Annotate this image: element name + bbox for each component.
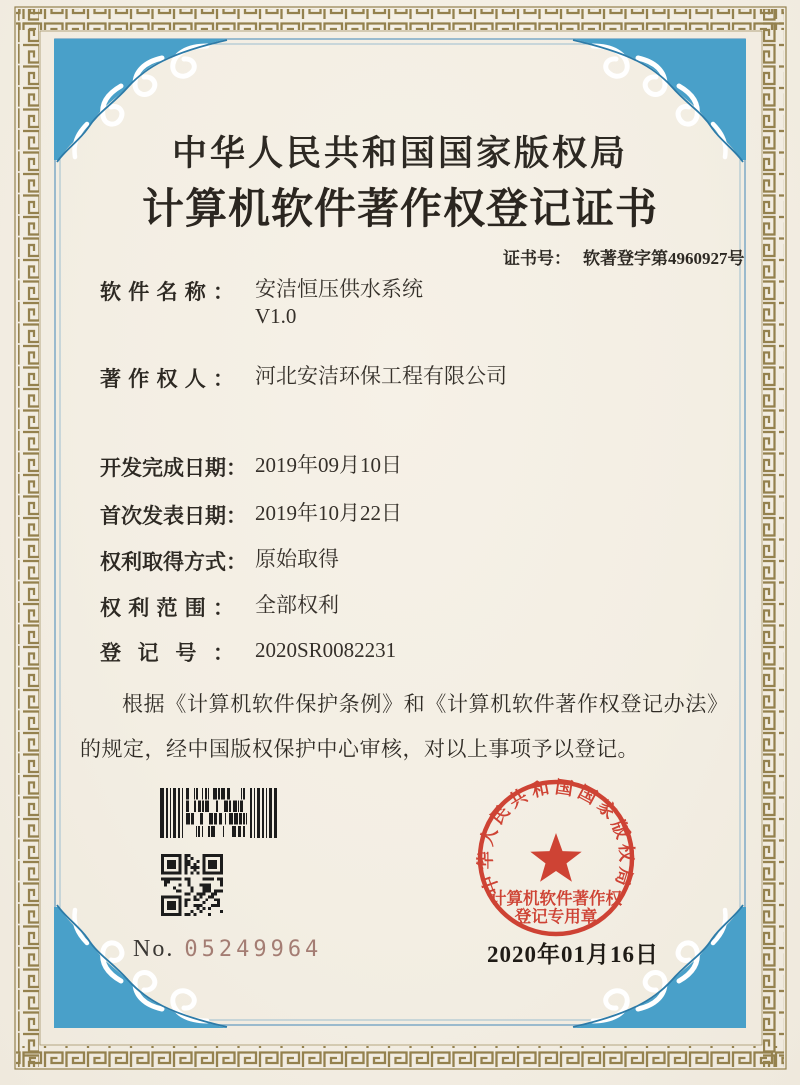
field-value: 全部权利: [255, 593, 339, 617]
field-value-version: V1.0: [255, 304, 297, 328]
field-label: 著作权人：: [100, 367, 234, 391]
field-label: 权利范围：: [100, 596, 234, 620]
issue-date: 2020年01月16日: [487, 942, 659, 967]
field-label: 开发完成日期：: [100, 456, 247, 480]
field-row-dev-complete-date: [100, 452, 402, 482]
serial-number-label: No.: [133, 936, 175, 962]
authority-name: 中华人民共和国国家版权局: [171, 134, 628, 173]
field-row-registration-number: [100, 637, 396, 667]
certificate-title: 计算机软件著作权登记证书: [141, 187, 658, 233]
field-row-rights-scope: [100, 592, 339, 622]
statement-text: 根据《计算机软件保护条例》和《计算机软件著作权登记办法》的规定，经中国版权保护中心审核，对以上事项予以登记。: [80, 692, 718, 761]
field-value: 原始取得: [255, 547, 339, 571]
greek-key-top: [16, 9, 784, 30]
barcode-image: [160, 788, 277, 838]
serial-number: [133, 936, 322, 963]
greek-key-bottom: [16, 1046, 784, 1067]
serial-number-digits: 05249964: [184, 937, 323, 962]
field-row-acquisition-method: [100, 546, 339, 576]
field-row-copyright-owner: [100, 363, 507, 393]
certificate-number-label: 证书号：: [503, 249, 571, 268]
field-value: 2019年10月22日: [255, 501, 402, 525]
certificate-number-value: 软著登字第4960927号: [583, 249, 745, 268]
seal-text-line1: 计算机软件著作权: [490, 889, 622, 908]
official-seal: [451, 753, 661, 963]
seal-text-line2: 登记专用章: [514, 907, 598, 926]
field-label: 登记号：: [100, 641, 234, 665]
field-row-first-publish-date: [100, 500, 402, 530]
field-value: 2019年09月10日: [255, 453, 402, 477]
seal-ring-text: 中华人民共和国国家版权局: [475, 776, 637, 896]
star-icon: [530, 833, 581, 882]
field-value: 安洁恒压供水系统: [255, 277, 423, 301]
field-value: 河北安洁环保工程有限公司: [255, 364, 507, 388]
field-row-software-name: [100, 276, 423, 330]
certificate-number: [503, 244, 745, 269]
qr-code-image: [161, 854, 223, 916]
corner-ornament-icon: [54, 905, 227, 1028]
field-label: 首次发表日期：: [100, 504, 247, 528]
field-value: 2020SR0082231: [255, 638, 397, 662]
field-label: 软件名称：: [100, 280, 234, 304]
field-label: 权利取得方式：: [100, 550, 247, 574]
